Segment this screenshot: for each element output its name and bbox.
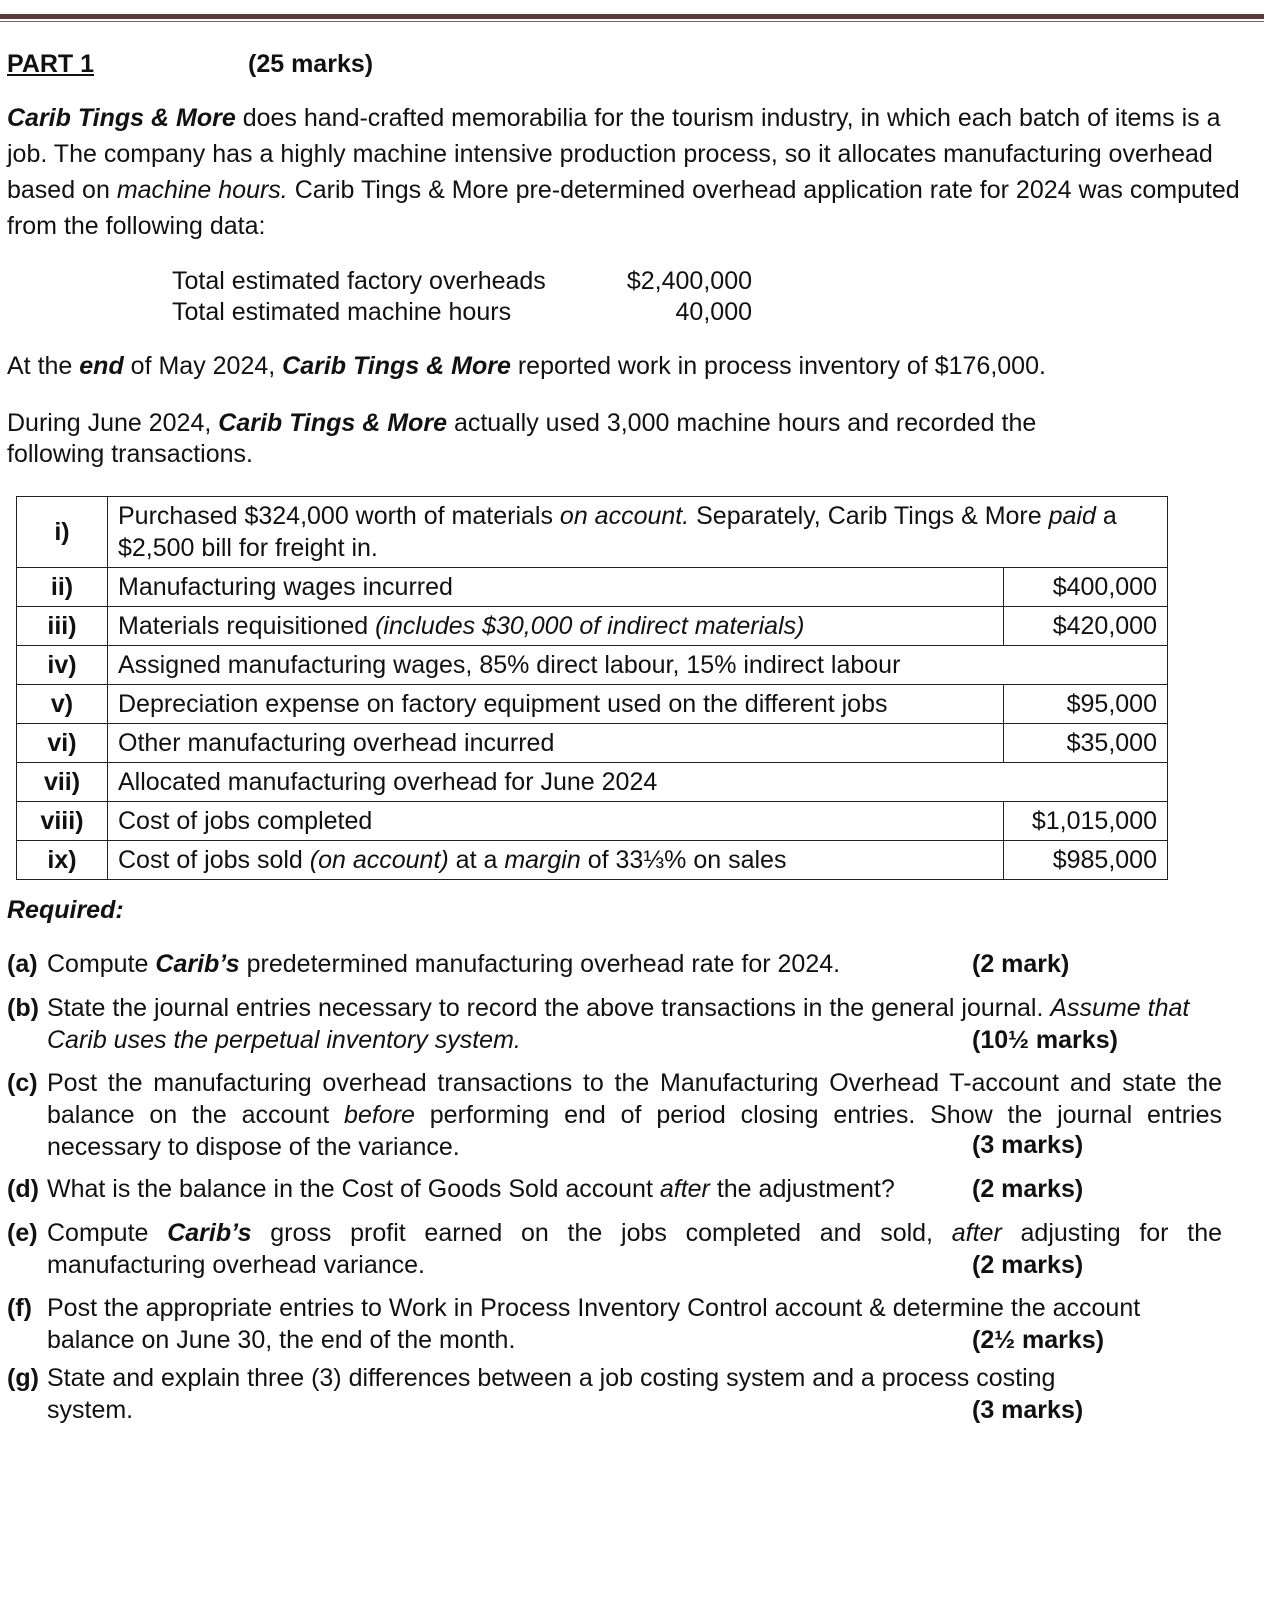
- june-statement: During June 2024, Carib Tings & More actually used 3,000 machine hours and recorded the following transactions.: [7, 409, 1037, 468]
- question-c: (c) Post the manufacturing overhead transactions to the Manufacturing Overhead T-account and state the balance on the account before performing end of period closing entries. Show the journal entries necessary to dispose of the variance. (3 marks): [7, 1069, 1223, 1161]
- table-row: [17, 724, 1168, 763]
- question-letter: (a): [7, 950, 38, 978]
- part-marks: (25 marks): [248, 50, 374, 78]
- question-marks: (2 marks): [972, 1251, 1084, 1279]
- company-name: Carib Tings & More: [218, 409, 448, 437]
- table-row: [17, 497, 1168, 568]
- question-g: (g) State and explain three (3) differences between a job costing system and a process costing system. (3 marks): [7, 1364, 1084, 1424]
- row-amount: $420,000: [1004, 607, 1168, 646]
- row-number: i): [17, 497, 108, 568]
- question-letter: (d): [7, 1175, 39, 1203]
- row-description: Cost of jobs sold (on account) at a margin of 33⅓% on sales: [108, 841, 1004, 880]
- question-marks: (2 mark): [972, 950, 1070, 978]
- table-row: [17, 841, 1168, 880]
- question-b: (b) State the journal entries necessary to record the above transactions in the general journal. Assume that Carib uses the perpetual inventory system. (10½ marks): [7, 994, 1190, 1054]
- may-wip-statement: At the end of May 2024, Carib Tings & More reported work in process inventory of $176,000.: [7, 352, 1046, 380]
- transactions-table: [16, 496, 1168, 880]
- table-row: [17, 802, 1168, 841]
- company-name: Carib Tings & More: [7, 104, 236, 132]
- table-row: [17, 685, 1168, 724]
- question-marks: (3 marks): [972, 1396, 1084, 1424]
- question-letter: (g): [7, 1364, 39, 1392]
- row-number: ix): [17, 841, 108, 880]
- estimate-value: $2,400,000: [626, 267, 752, 295]
- emphasis-end: end: [79, 352, 124, 380]
- row-amount: $985,000: [1004, 841, 1168, 880]
- question-marks: (3 marks): [972, 1131, 1084, 1159]
- question-marks: (2 marks): [972, 1175, 1084, 1203]
- row-description: Materials requisitioned (includes $30,000 of indirect materials): [108, 607, 1004, 646]
- table-row: [17, 763, 1168, 802]
- question-e: (e) Compute Carib’s gross profit earned on the jobs completed and sold, after adjusting for the manufacturing overhead variance. (2 marks): [7, 1219, 1223, 1279]
- row-number: iii): [17, 607, 108, 646]
- estimate-value: 40,000: [675, 298, 752, 326]
- row-description: Allocated manufacturing overhead for June 2024: [108, 763, 1168, 802]
- row-number: viii): [17, 802, 108, 841]
- row-number: ii): [17, 568, 108, 607]
- table-row: [17, 607, 1168, 646]
- row-amount: $95,000: [1004, 685, 1168, 724]
- row-number: v): [17, 685, 108, 724]
- row-description: Cost of jobs completed: [108, 802, 1004, 841]
- question-a: (a) Compute Carib’s predetermined manufacturing overhead rate for 2024. (2 mark): [7, 950, 1070, 978]
- question-letter: (e): [7, 1219, 38, 1247]
- row-description: Assigned manufacturing wages, 85% direct labour, 15% indirect labour: [108, 646, 1168, 685]
- question-marks: (2½ marks): [972, 1326, 1105, 1354]
- top-border-rule-thin: [0, 21, 1264, 22]
- estimate-label: Total estimated factory overheads: [172, 267, 546, 295]
- table-row: [17, 568, 1168, 607]
- required-heading: Required:: [7, 896, 124, 924]
- row-amount: $400,000: [1004, 568, 1168, 607]
- question-d: (d) What is the balance in the Cost of Goods Sold account after the adjustment? (2 marks): [7, 1175, 1084, 1203]
- question-letter: (f): [7, 1294, 32, 1322]
- row-number: vii): [17, 763, 108, 802]
- row-number: vi): [17, 724, 108, 763]
- row-description: Purchased $324,000 worth of materials on account. Separately, Carib Tings & More paid a $2,500 bill for freight in.: [108, 497, 1168, 568]
- row-amount: $1,015,000: [1004, 802, 1168, 841]
- row-number: iv): [17, 646, 108, 685]
- row-description: Depreciation expense on factory equipment used on the different jobs: [108, 685, 1004, 724]
- row-amount: $35,000: [1004, 724, 1168, 763]
- part-title: PART 1: [7, 50, 95, 78]
- top-border-rule: [0, 14, 1264, 19]
- row-description: Other manufacturing overhead incurred: [108, 724, 1004, 763]
- machine-hours-term: machine hours.: [116, 176, 288, 204]
- table-row: [17, 646, 1168, 685]
- question-letter: (b): [7, 994, 39, 1022]
- row-description: Manufacturing wages incurred: [108, 568, 1004, 607]
- question-letter: (c): [7, 1069, 38, 1097]
- question-marks: (10½ marks): [972, 1026, 1118, 1054]
- estimate-label: Total estimated machine hours: [172, 298, 512, 326]
- company-name: Carib Tings & More: [282, 352, 511, 380]
- intro-paragraph: Carib Tings & More does hand-crafted memorabilia for the tourism industry, in which each batch of items is a job. The company has a highly machine intensive production process, so it allocates manufacturing overhead based on machine hours. Carib Tings & More pre-determined overhead application rate for 2024 was computed from the following data:: [7, 104, 1240, 240]
- question-f: (f) Post the appropriate entries to Work in Process Inventory Control account & determine the account balance on June 30, the end of the month. (2½ marks): [7, 1294, 1141, 1354]
